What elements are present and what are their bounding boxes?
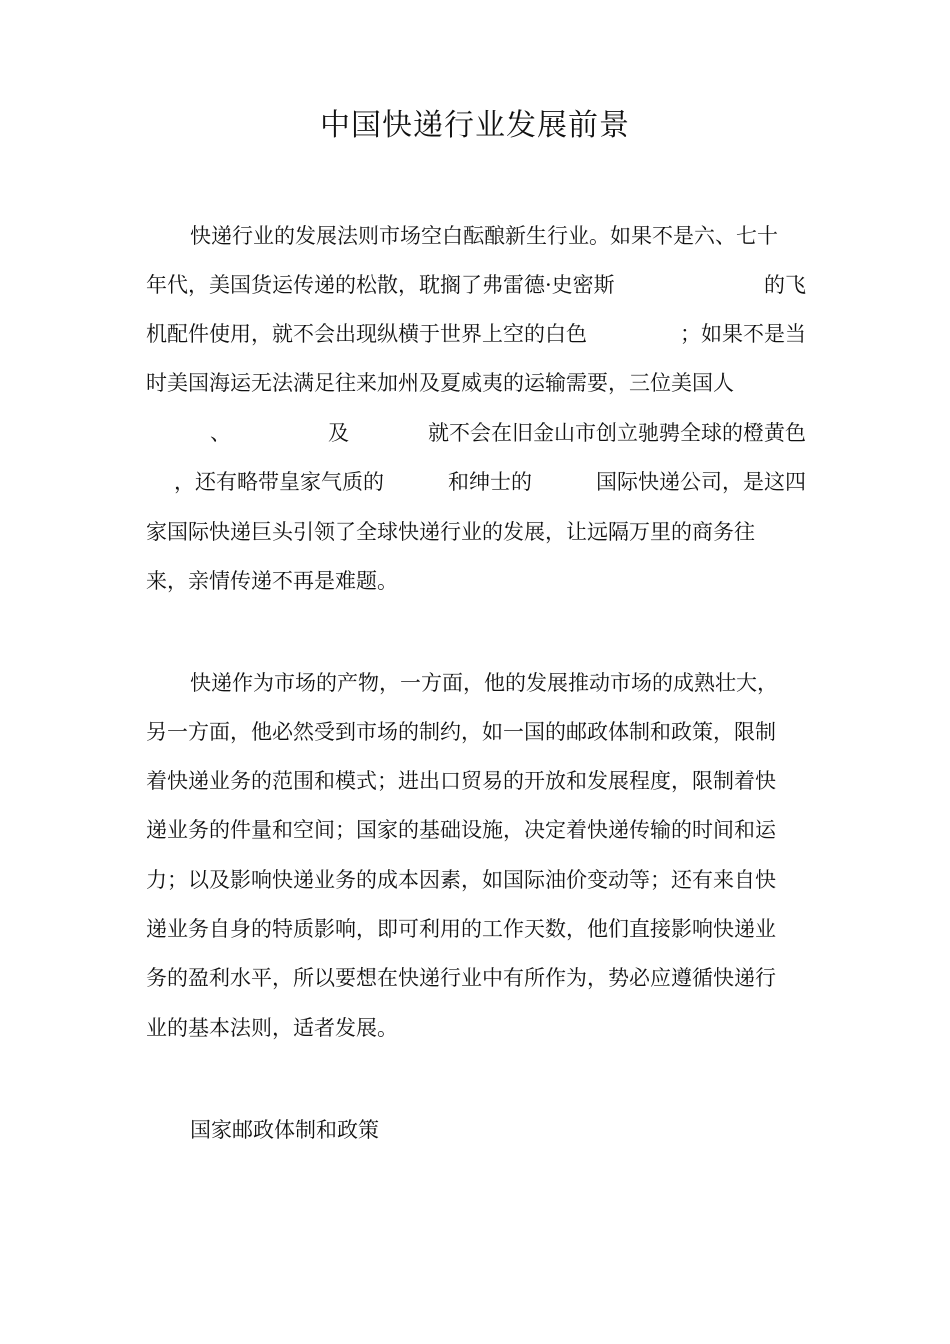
section-heading: 国家邮政体制和政策 (190, 1118, 379, 1142)
paragraph-1-line-2-text-b: 的飞 (764, 273, 806, 297)
paragraph-1-line-3-text-a: 机配件使用，就不会出现纵横于世界上空的白色 (146, 322, 587, 346)
paragraph-2-line-8: 业的基本法则，适者发展。 (146, 1016, 398, 1040)
paragraph-1-line-5-text-b: 及 (328, 421, 349, 445)
document-title: 中国快递行业发展前景 (320, 108, 630, 143)
paragraph-1-line-6-text-b: 和绅士的 (448, 470, 532, 494)
paragraph-1-line-7: 家国际快递巨头引领了全球快递行业的发展，让远隔万里的商务往 (146, 520, 755, 544)
paragraph-1-line-6-text-c: 国际快递公司，是这四 (596, 470, 806, 494)
paragraph-1-line-3-text-b: ；如果不是当 (680, 322, 806, 346)
paragraph-1-line-4: 时美国海运无法满足往来加州及夏威夷的运输需要，三位美国人 (146, 371, 734, 395)
paragraph-2-line-6: 递业务自身的特质影响，即可利用的工作天数，他们直接影响快递业 (146, 917, 776, 941)
paragraph-2-line-1: 快递作为市场的产物，一方面，他的发展推动市场的成熟壮大， (190, 671, 778, 695)
paragraph-1-line-5-text-c: 就不会在旧金山市创立驰骋全球的橙黄色 (428, 421, 806, 445)
paragraph-1-line-3 (146, 319, 806, 349)
paragraph-1-line-6-text-a: ，还有略带皇家气质的 (174, 470, 384, 494)
paragraph-2-line-5: 力；以及影响快递业务的成本因素，如国际油价变动等；还有来自快 (146, 868, 776, 892)
paragraph-2-line-2: 另一方面，他必然受到市场的制约，如一国的邮政体制和政策，限制 (146, 720, 776, 744)
paragraph-1-line-2-text-a: 年代，美国货运传递的松散，耽搁了弗雷德·史密斯 (146, 273, 615, 297)
paragraph-2-line-3: 着快递业务的范围和模式；进出口贸易的开放和发展程度，限制着快 (146, 769, 776, 793)
paragraph-2-line-4: 递业务的件量和空间；国家的基础设施，决定着快递传输的时间和运 (146, 818, 776, 842)
paragraph-2-line-7: 务的盈利水平，所以要想在快递行业中有所作为，势必应遵循快递行 (146, 966, 776, 990)
paragraph-1-line-1: 快递行业的发展法则市场空白酝酿新生行业。如果不是六、七十 (190, 224, 778, 248)
paragraph-1-line-8: 来，亲情传递不再是难题。 (146, 569, 398, 593)
paragraph-1-line-5-text-a: 、 (210, 421, 231, 445)
paragraph-1-line-2 (146, 270, 806, 300)
